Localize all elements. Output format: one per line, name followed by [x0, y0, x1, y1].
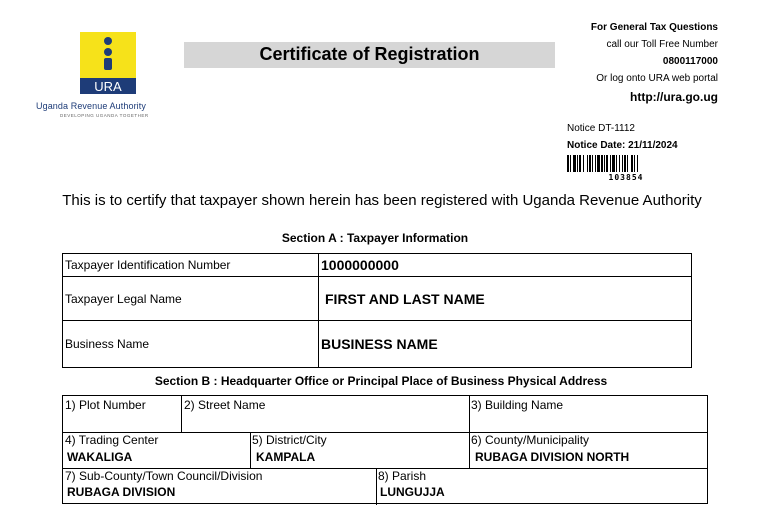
sub-county-value: RUBAGA DIVISION: [67, 485, 176, 499]
certification-statement: This is to certify that taxpayer shown herein has been registered with Uganda Revenue Authority: [62, 192, 702, 209]
contact-line: Or log onto URA web portal: [596, 73, 718, 84]
contact-line: call our Toll Free Number: [606, 39, 718, 50]
county-municipality-label: 6) County/Municipality: [471, 433, 590, 447]
taxpayer-info-table: [62, 253, 692, 368]
building-name-label: 3) Building Name: [471, 398, 564, 412]
contact-phone: 0800117000: [662, 56, 718, 67]
plot-number-label: 1) Plot Number: [65, 398, 146, 412]
district-city-label: 5) District/City: [252, 433, 327, 447]
street-name-label: 2) Street Name: [184, 398, 266, 412]
logo-text: URA: [94, 79, 122, 94]
row-divider: [63, 432, 707, 433]
barcode-icon: [567, 155, 685, 172]
cell-divider: [181, 396, 182, 433]
legal-name-value: FIRST AND LAST NAME: [319, 277, 692, 321]
ura-logo: [78, 30, 138, 96]
barcode-number: 103854: [608, 173, 644, 182]
tin-value: 1000000000: [319, 254, 692, 277]
table-row: [63, 254, 692, 277]
parish-value: LUNGUJJA: [380, 485, 445, 499]
cell-divider: [376, 468, 377, 505]
section-a-title: Section A : Taxpayer Information: [281, 231, 469, 245]
district-city-value: KAMPALA: [256, 450, 316, 464]
sub-county-label: 7) Sub-County/Town Council/Division: [65, 469, 263, 483]
portal-link[interactable]: http://ura.go.ug: [630, 90, 718, 104]
county-municipality-value: RUBAGA DIVISION NORTH: [475, 450, 630, 464]
page-title: Certificate of Registration: [259, 44, 480, 64]
cell-divider: [250, 432, 251, 469]
parish-label: 8) Parish: [378, 469, 427, 483]
org-tagline: DEVELOPING UGANDA TOGETHER: [60, 113, 149, 118]
notice-date: Notice Date: 21/11/2024: [567, 140, 678, 151]
business-name-label: Business Name: [63, 321, 319, 368]
cell-divider: [469, 432, 470, 469]
tin-label: Taxpayer Identification Number: [63, 254, 319, 277]
cell-divider: [469, 396, 470, 433]
legal-name-label: Taxpayer Legal Name: [63, 277, 319, 321]
table-row: [63, 321, 692, 368]
contact-heading: For General Tax Questions: [590, 22, 718, 33]
trading-center-value: WAKALIGA: [67, 450, 133, 464]
org-name: Uganda Revenue Authority: [36, 101, 146, 111]
table-row: [63, 277, 692, 321]
notice-id: Notice DT-1112: [567, 123, 635, 134]
trading-center-label: 4) Trading Center: [65, 433, 159, 447]
business-name-value: BUSINESS NAME: [319, 321, 692, 368]
address-table: [62, 395, 708, 504]
section-b-title: Section B : Headquarter Office or Principal Place of Business Physical Address: [154, 374, 608, 388]
